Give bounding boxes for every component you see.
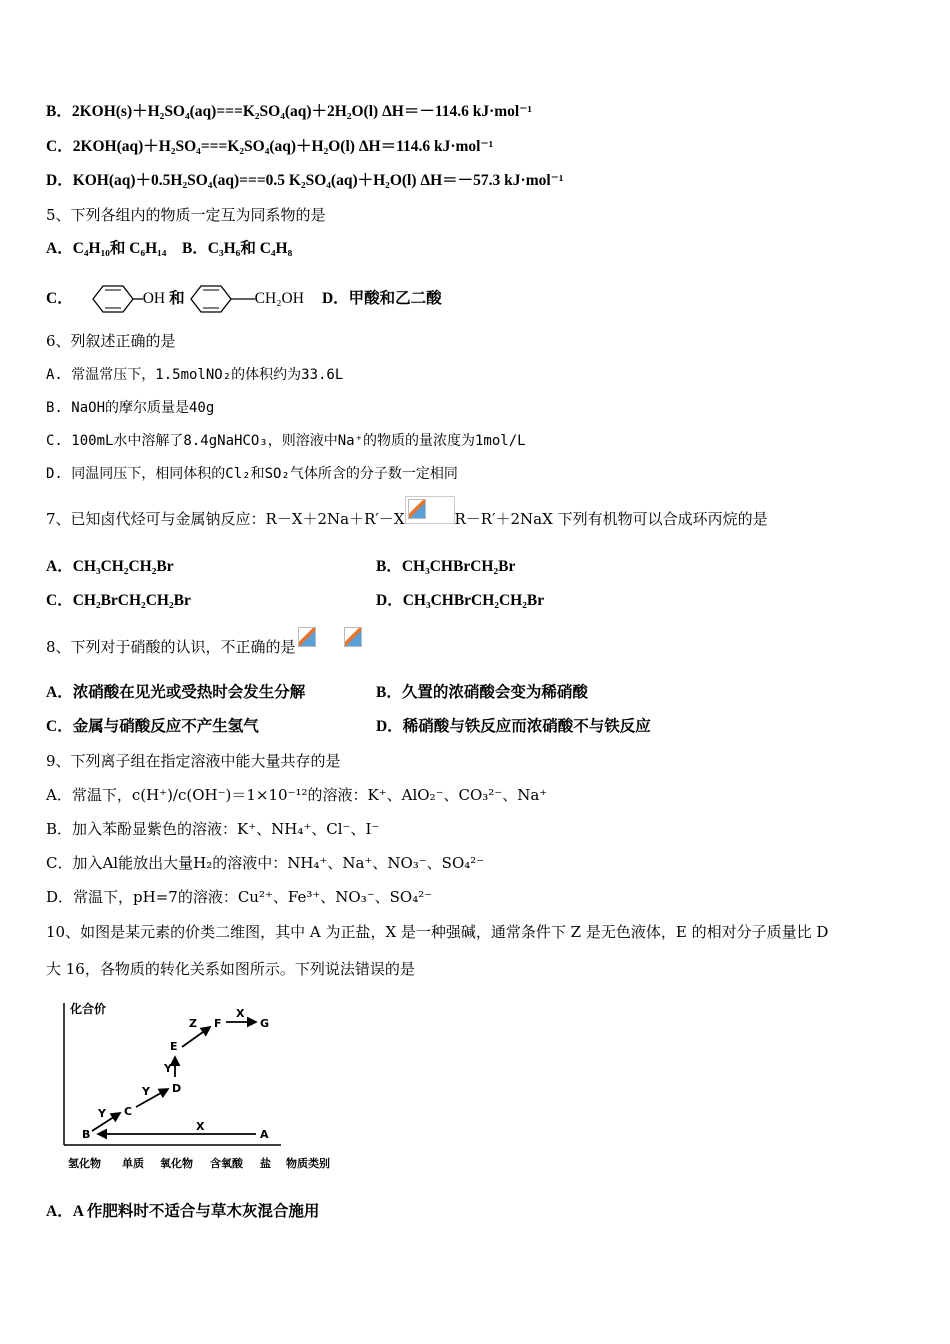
node-f: F: [214, 1017, 222, 1030]
benzyl-ch2oh: CH₂OH: [254, 290, 304, 307]
q6-option-d: D. 同温同压下，相同体积的Cl₂和SO₂气体所含的分子数一定相同: [46, 466, 458, 482]
q5-stem: 5、下列各组内的物质一定互为同系物的是: [46, 206, 326, 224]
arrow-e-f: [182, 1027, 210, 1047]
arrow-c-d: [136, 1089, 168, 1107]
q9-stem: 9、下列离子组在指定溶液中能大量共存的是: [46, 752, 341, 770]
node-g: G: [260, 1017, 270, 1030]
q7-option-a: A．CH₃CH₂CH₂Br: [46, 558, 174, 575]
y-axis-label: 化合价: [70, 1002, 107, 1016]
q7-stem: [46, 509, 768, 529]
node-e: E: [170, 1040, 178, 1053]
q6-option-c: C. 100mL水中溶解了8.4gNaHCO₃，则溶液中Na⁺的物质的量浓度为1mol/L: [46, 433, 526, 449]
q9-option-b: B．加入苯酚显紫色的溶液：K⁺、NH₄⁺、Cl⁻、I⁻: [46, 820, 380, 838]
broken-image-icon: [298, 627, 316, 647]
q7-option-b: B．CH₃CHBrCH₂Br: [376, 558, 516, 575]
x-cat-hydride: 氢化物: [68, 1157, 101, 1170]
q7-stem-a: 7、已知卤代烃可与金属钠反应：R－X＋2Na＋R′－X: [46, 510, 405, 528]
valence-category-diagram: [46, 995, 356, 1175]
x-cat-oxide: 氧化物: [160, 1157, 193, 1170]
q7-option-c: C．CH₂BrCH₂CH₂Br: [46, 592, 191, 609]
q6-stem: 6、列叙述正确的是: [46, 332, 176, 350]
q7-option-d: D．CH₃CHBrCH₂CH₂Br: [376, 592, 545, 609]
arrow-b-c: [92, 1113, 120, 1131]
edge-label-y1: Y: [98, 1107, 106, 1120]
q4-option-c: C．2KOH(aq)＋H₂SO₄===K₂SO₄(aq)＋H₂O(l) ΔH＝114.6 kJ·mol⁻¹: [46, 138, 494, 155]
node-b: B: [82, 1128, 91, 1141]
q8-option-a: A．浓硝酸在见光或受热时会发生分解: [46, 684, 306, 701]
q8-stem-text: 8、下列对于硝酸的认识，不正确的是: [46, 638, 296, 656]
q8-stem: [46, 637, 362, 657]
phenol-oh: OH: [142, 290, 166, 307]
q10-stem-line2: 大 16，各物质的转化关系如图所示。下列说法错误的是: [46, 960, 415, 978]
x-axis-label: 物质类别: [286, 1157, 330, 1170]
reaction-arrow-image: [405, 496, 455, 524]
q5-option-ab: A．C₄H₁₀和 C₆H₁₄ B．C₃H₆和 C₄H₈: [46, 240, 293, 257]
edge-label-y3: Y: [164, 1062, 172, 1075]
q6-option-a: A. 常温常压下，1.5molNO₂的体积约为33.6L: [46, 367, 344, 383]
broken-image-icon: [408, 499, 426, 519]
q10-option-a: A．A 作肥料时不适合与草木灰混合施用: [46, 1203, 320, 1220]
q8-option-b: B．久置的浓硝酸会变为稀硝酸: [376, 684, 588, 701]
x-cat-oxyacid: 含氧酸: [210, 1157, 243, 1170]
q5-c-label: C．: [46, 290, 73, 307]
q9-option-c: C．加入Al能放出大量H₂的溶液中：NH₄⁺、Na⁺、NO₃⁻、SO₄²⁻: [46, 854, 485, 872]
q4-option-d: D．KOH(aq)＋0.5H₂SO₄(aq)===0.5 K₂SO₄(aq)＋H₂O(l) ΔH＝－57.3 kJ·mol⁻¹: [46, 172, 564, 189]
q9-option-a: A．常温下，c(H⁺)/c(OH⁻)＝1×10⁻¹²的溶液：K⁺、AlO₂⁻、CO₃²⁻、Na⁺: [46, 786, 548, 804]
q8-option-d: D．稀硝酸与铁反应而浓硝酸不与铁反应: [376, 718, 651, 735]
q4-option-b: B．2KOH(s)＋H₂SO₄(aq)===K₂SO₄(aq)＋2H₂O(l) ΔH＝－114.6 kJ·mol⁻¹: [46, 103, 533, 120]
q6-option-b: B. NaOH的摩尔质量是40g: [46, 400, 215, 416]
broken-image-icon: [344, 627, 362, 647]
edge-label-z: Z: [189, 1017, 197, 1030]
q5-c-and: 和: [169, 290, 185, 307]
edge-label-x2: X: [196, 1120, 205, 1133]
x-cat-salt: 盐: [260, 1157, 271, 1170]
node-c: C: [124, 1105, 133, 1118]
node-a: A: [260, 1128, 269, 1141]
node-d: D: [172, 1082, 182, 1095]
edge-label-x1: X: [236, 1007, 245, 1020]
x-cat-element: 单质: [122, 1157, 144, 1170]
q7-stem-b: R－R′＋2NaX 下列有机物可以合成环丙烷的是: [454, 510, 768, 528]
edge-label-y2: Y: [142, 1085, 150, 1098]
q8-option-c: C．金属与硝酸反应不产生氢气: [46, 718, 259, 735]
benzyl-alcohol-structure: [189, 284, 259, 314]
q5-option-c: [46, 284, 442, 314]
q10-stem-line1: 10、如图是某元素的价类二维图，其中 A 为正盐，X 是一种强碱，通常条件下 Z 是无色液体，E 的相对分子质量比 D: [46, 923, 829, 941]
q5-option-d: D．甲酸和乙二酸: [321, 290, 442, 307]
q9-option-d: D．常温下，pH=7的溶液：Cu²⁺、Fe³⁺、NO₃⁻、SO₄²⁻: [46, 888, 433, 906]
